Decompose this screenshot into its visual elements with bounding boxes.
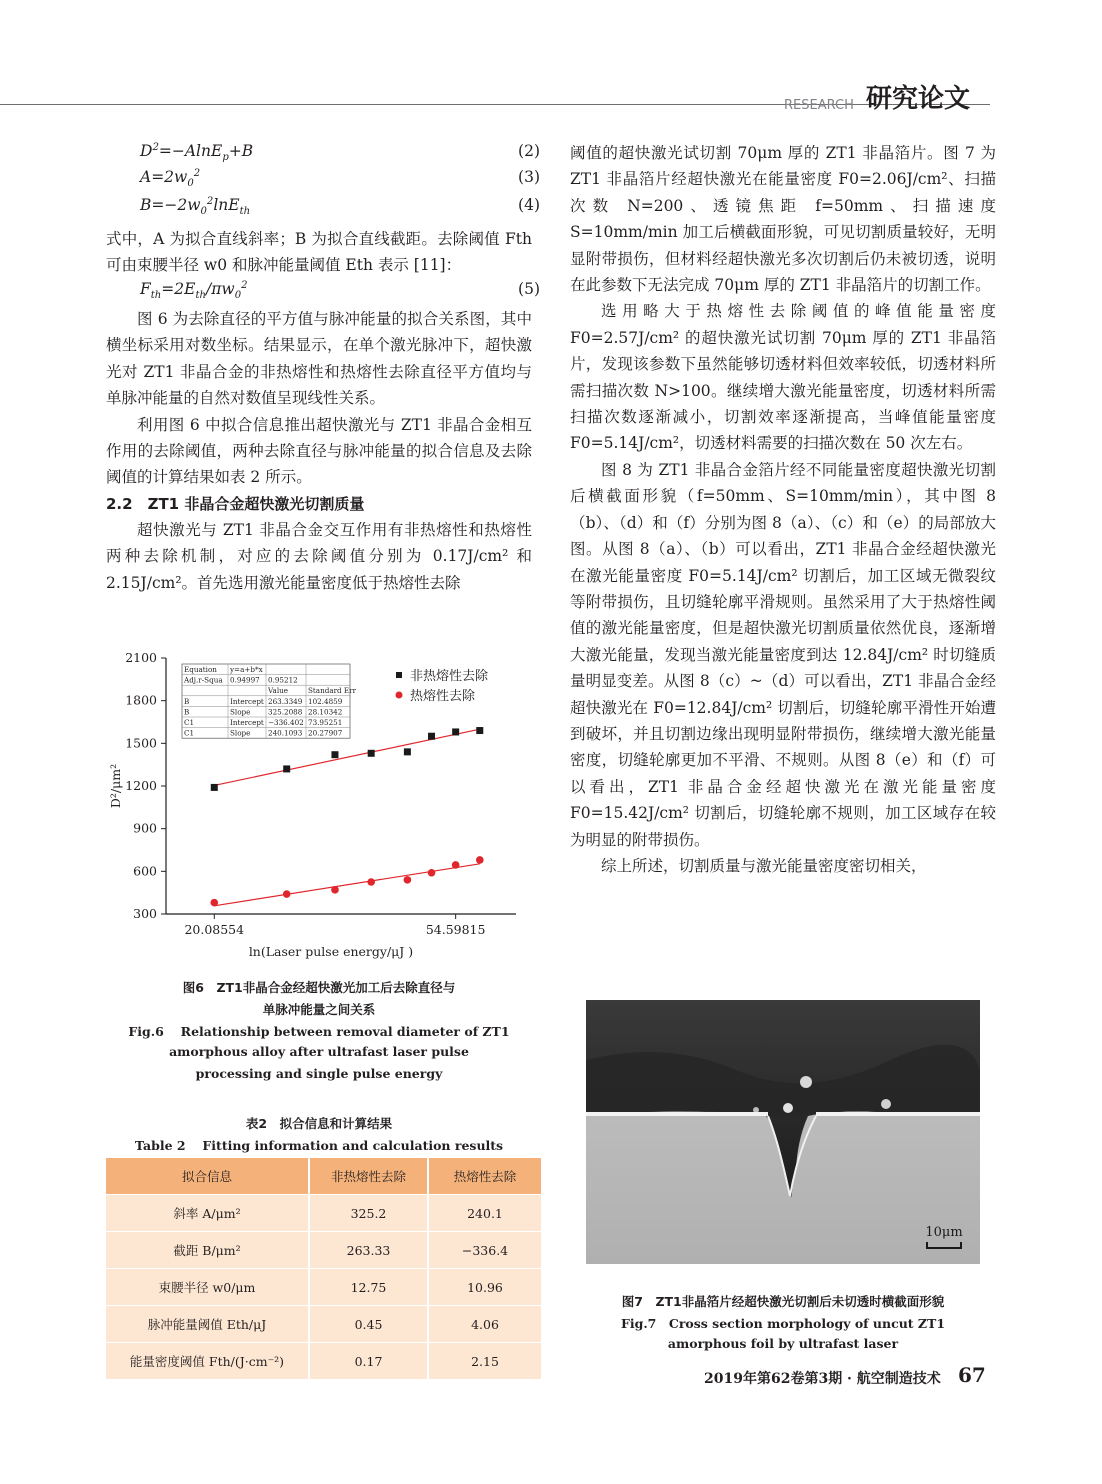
fig7-scale-label: 10μm bbox=[925, 1225, 963, 1240]
left-text-block-1 bbox=[106, 226, 532, 279]
fit-table-cell: Intercept bbox=[230, 696, 264, 706]
table2-caption-en: Table 2 Fitting information and calculation results bbox=[134, 1138, 504, 1153]
header-research-en: RESEARCH bbox=[784, 98, 854, 113]
paragraph-peak-energy: 选用略大于热熔性去除阈值的峰值能量密度 F0=2.57J/cm² 的超快激光试切割 70μm 厚的 ZT1 非晶箔片，发现该参数下虽然能够切透材料但效率较低，切透材料所需扫描次数 N>100。继续增大激光能量密度，切透材料所需扫描次数逐渐减小，切割效率逐渐提高，当峰值能量密度 F0=5.14J/cm²，切透材料需要的扫描次数在 50 次左右。 bbox=[570, 302, 996, 453]
x-tick-label: 20.08554 bbox=[184, 922, 245, 937]
table-cell: 能量密度阈值 Fth/(J·cm⁻²) bbox=[106, 1343, 309, 1380]
fit-table-cell: C1 bbox=[184, 718, 195, 727]
y-tick-label: 1500 bbox=[125, 735, 157, 751]
table-cell: 325.2 bbox=[309, 1195, 428, 1232]
table-cell: 10.96 bbox=[428, 1269, 541, 1306]
table-cell: 4.06 bbox=[428, 1306, 541, 1343]
legend-marker bbox=[396, 672, 402, 678]
left-text-block-2 bbox=[106, 306, 532, 596]
equation-5: $F_{th}=2E_{th}/\pi w_0^2$ (5) bbox=[140, 280, 540, 302]
equation-4: $B=-2w_0^2\ln E_{th}$ (4) bbox=[140, 196, 540, 218]
fit-table-cell: Equation bbox=[184, 665, 217, 674]
right-text-block-1 bbox=[570, 140, 996, 879]
fit-line bbox=[214, 864, 480, 906]
table-row bbox=[106, 1306, 541, 1343]
table-cell: 240.1 bbox=[428, 1195, 541, 1232]
fit-table-cell: C1 bbox=[184, 728, 195, 738]
section-heading: 2.2 ZT1 非晶合金超快激光切割质量 bbox=[106, 494, 365, 513]
fit-table-cell: 240.1093 bbox=[268, 728, 303, 738]
data-point-square bbox=[428, 733, 435, 740]
paragraph-fig6-desc: 图 6 为去除直径的平方值与脉冲能量的拟合关系图，其中横坐标采用对数坐标。结果显示，在单个激光脉冲下，超快激光对 ZT1 非晶合金的非热熔性和热熔性去除直径平方值均与单脉冲能量的自然对数值呈现线性关系。 bbox=[106, 310, 532, 408]
data-point-circle bbox=[476, 856, 484, 864]
data-point-square bbox=[331, 751, 338, 758]
data-point-circle bbox=[404, 876, 412, 884]
fit-table-cell: Slope bbox=[230, 728, 251, 738]
fig6-caption-en-2: amorphous alloy after ultrafast laser pulse bbox=[169, 1044, 469, 1059]
fig6-caption-cn-2: 单脉冲能量之间关系 bbox=[262, 1002, 376, 1017]
fit-table-cell: 28.10342 bbox=[308, 707, 343, 717]
fit-table-cell: 0.95212 bbox=[268, 675, 298, 685]
fit-table-cell: 325.2088 bbox=[268, 707, 303, 717]
legend-marker bbox=[396, 692, 403, 699]
fig6-caption-cn-1: 图6 ZT1非晶合金经超快激光加工后去除直径与 bbox=[182, 980, 456, 995]
table-row bbox=[106, 1269, 541, 1306]
table-cell: 0.17 bbox=[309, 1343, 428, 1380]
fig6-caption-en-1: Fig.6 Relationship between removal diameter of ZT1 bbox=[128, 1024, 510, 1039]
data-point-circle bbox=[367, 878, 375, 886]
fig7-caption-en-1: Fig.7 Cross section morphology of uncut ZT1 bbox=[620, 1316, 946, 1331]
y-tick-label: 1800 bbox=[125, 692, 157, 708]
table-cell: 脉冲能量阈值 Eth/μJ bbox=[106, 1306, 309, 1343]
y-tick-label: 2100 bbox=[125, 650, 157, 665]
fit-table-cell: 263.3349 bbox=[268, 696, 303, 706]
data-point-circle bbox=[283, 890, 291, 898]
table-cell: 斜率 A/μm² bbox=[106, 1195, 309, 1232]
data-point-square bbox=[211, 784, 218, 791]
fit-table-cell: Standard Err bbox=[308, 686, 357, 696]
table-row bbox=[106, 1195, 541, 1232]
x-axis-label: ln(Laser pulse energy/μJ ) bbox=[248, 944, 414, 959]
table2 bbox=[106, 1158, 541, 1380]
data-point-circle bbox=[428, 869, 436, 877]
table-cell: 截距 B/μm² bbox=[106, 1232, 309, 1269]
table-header: 拟合信息 bbox=[106, 1158, 309, 1195]
table-cell: 2.15 bbox=[428, 1343, 541, 1380]
table-cell: 束腰半径 w0/μm bbox=[106, 1269, 309, 1306]
paragraph-summary: 综上所述，切割质量与激光能量密度密切相关， bbox=[601, 856, 927, 875]
fit-table-cell: −336.402 bbox=[268, 718, 304, 727]
fig6-caption-en-3: processing and single pulse energy bbox=[195, 1066, 443, 1081]
fit-table-cell: Value bbox=[268, 686, 288, 696]
fig7-caption-cn: 图7 ZT1非晶箔片经超快激光切割后未切透时横截面形貌 bbox=[621, 1294, 945, 1309]
data-point-circle bbox=[210, 899, 218, 907]
footer-page-number: 67 bbox=[958, 1363, 986, 1387]
fit-table-cell: B bbox=[184, 696, 190, 706]
fit-table-cell: Adj.r-Squa bbox=[184, 675, 223, 685]
table-header: 热熔性去除 bbox=[428, 1158, 541, 1195]
table-row bbox=[106, 1343, 541, 1380]
data-point-square bbox=[476, 727, 483, 734]
table-cell: 263.33 bbox=[309, 1232, 428, 1269]
fit-table-cell: Intercept bbox=[230, 718, 264, 727]
header-research-cn: 研究论文 bbox=[866, 84, 971, 114]
equation-3: $A=2w_0^2$ (3) bbox=[140, 168, 540, 190]
data-point-square bbox=[404, 748, 411, 755]
paragraph-fig8-desc: 图 8 为 ZT1 非晶合金箔片经不同能量密度超快激光切割后横截面形貌（f=50mm、S=10mm/min），其中图 8（b）、（d）和（f）分别为图 8（a）、（c）和（e）的局部放大图。从图 8（a）、（b）可以看出，ZT1 非晶合金经超快激光在激光能量密度 F0=5.14J/cm² 切割后，加工区域无微裂纹等附带损伤，且切缝轮廓平滑规则。虽然采用了大于热熔性阈值的激光能量密度，但是超快激光切割质量依然优良，逐渐增大激光能量，发现当激光能量密度到达 12.84J/cm² 时切缝质量明显变差。从图 8（c）~（d）可以看出，ZT1 非晶合金经超快激光在 F0=12.84J/cm² 切割后，切缝轮廓平滑性开始遭到破坏，并且切割边缘出现明显附带损伤，继续增大激光能量密度，切缝轮廓更加不平滑、不规则。从图 8（e）和（f）可以看出，ZT1 非晶合金经超快激光在激光能量密度 F0=15.42J/cm² 切割后，切缝轮廓不规则，加工区域存在较为明显的附带损伤。 bbox=[570, 460, 996, 849]
table2-caption-cn: 表2 拟合信息和计算结果 bbox=[245, 1116, 393, 1131]
fig7-micrograph bbox=[586, 1000, 980, 1264]
fit-table-cell: 102.4859 bbox=[308, 696, 343, 706]
y-tick-label: 300 bbox=[133, 906, 157, 921]
data-point-square bbox=[283, 765, 290, 772]
table-row bbox=[106, 1232, 541, 1269]
y-tick-label: 900 bbox=[133, 820, 157, 836]
y-tick-label: 1200 bbox=[125, 778, 157, 793]
table-cell: 12.75 bbox=[309, 1269, 428, 1306]
paragraph-fig7-desc: 阈值的超快激光试切割 70μm 厚的 ZT1 非晶箔片。图 7 为 ZT1 非晶箔片经超快激光在能量密度 F0=2.06J/cm²、扫描次数 N=200、透镜焦距 f=50mm、扫描速度 S=10mm/min 加工后横截面形貌，可见切割质量较好，无明显附带损伤，但材料经超快激光多次切割后仍未被切透，说明在此参数下无法完成 70μm 厚的 ZT1 非晶箔片的切割工作。 bbox=[570, 144, 996, 295]
equation-2: $D^2=-AlnE_p+B$ (2) bbox=[140, 142, 540, 164]
fig6-chart bbox=[106, 646, 526, 966]
paragraph-mechanism: 超快激光与 ZT1 非晶合金交互作用有非热熔性和热熔性两种去除机制，对应的去除阈值分别为 0.17J/cm² 和 2.15J/cm²。首先选用激光能量密度低于热熔性去除 bbox=[106, 520, 532, 592]
table-cell: −336.4 bbox=[428, 1232, 541, 1269]
x-tick-label: 54.59815 bbox=[425, 922, 486, 937]
fig7-caption-en-2: amorphous foil by ultrafast laser bbox=[667, 1336, 899, 1351]
table-header-row bbox=[106, 1158, 541, 1195]
y-tick-label: 600 bbox=[133, 863, 157, 879]
data-point-square bbox=[368, 750, 375, 757]
fit-table-cell: 0.94997 bbox=[230, 675, 260, 685]
data-point-circle bbox=[452, 861, 460, 869]
eq-explanation: 式中，A 为拟合直线斜率；B 为拟合直线截距。去除阈值 Fth 可由束腰半径 w0 和脉冲能量阈值 Eth 表示 [11]： bbox=[106, 230, 532, 275]
data-point-square bbox=[452, 728, 459, 735]
legend-label: 热熔性去除 bbox=[410, 689, 476, 704]
footer-journal: 2019年第62卷第3期 · 航空制造技术 bbox=[704, 1371, 941, 1387]
fit-table-cell: Slope bbox=[230, 707, 251, 717]
paragraph-threshold: 利用图 6 中拟合信息推出超快激光与 ZT1 非晶合金相互作用的去除阈值，两种去除直径与脉冲能量的拟合信息及去除阈值的计算结果如表 2 所示。 bbox=[106, 415, 532, 487]
y-axis-label: D²/μm² bbox=[108, 763, 123, 809]
data-point-circle bbox=[331, 886, 339, 894]
fit-table-cell: 73.95251 bbox=[308, 718, 343, 727]
legend-label: 非热熔性去除 bbox=[410, 669, 489, 684]
fit-table-cell: y=a+b*x bbox=[230, 665, 263, 674]
fit-table-cell: B bbox=[184, 707, 190, 717]
table-cell: 0.45 bbox=[309, 1306, 428, 1343]
fit-table-cell: 20.27907 bbox=[308, 728, 343, 738]
table-header: 非热熔性去除 bbox=[309, 1158, 428, 1195]
